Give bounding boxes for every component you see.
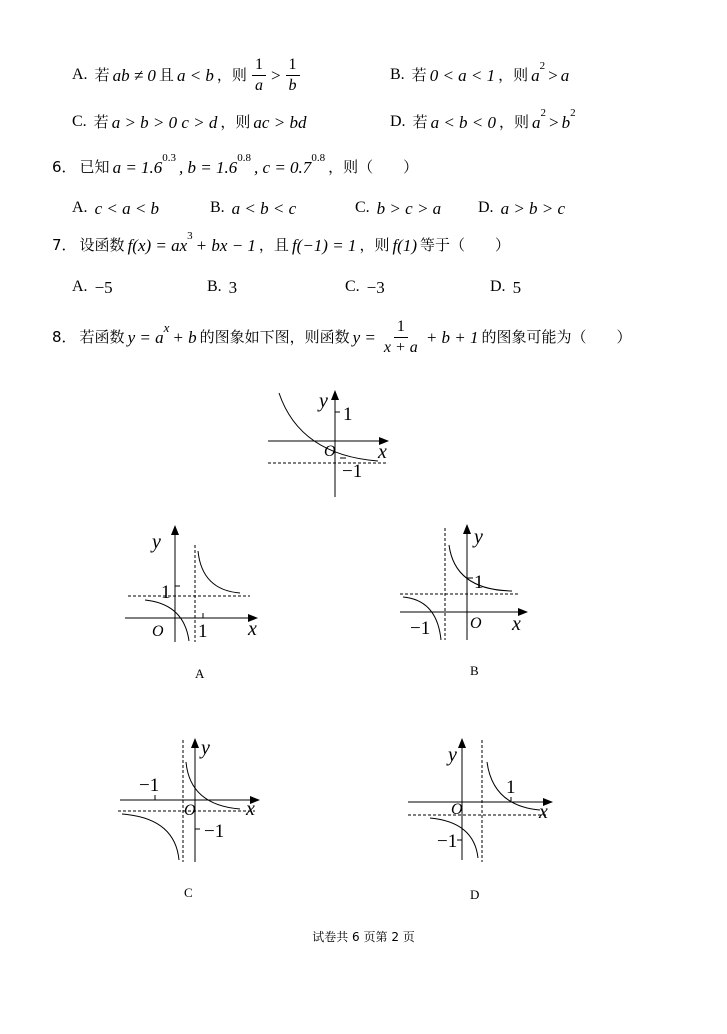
- question-text: ，且: [258, 235, 289, 254]
- tick-label-x: 1: [506, 777, 516, 798]
- math-expr: + bx − 1: [195, 235, 256, 255]
- curve-branch-right: [198, 551, 240, 593]
- option-label: A.: [72, 199, 88, 216]
- tick-label-x: 1: [198, 621, 208, 642]
- math-operator: >: [548, 65, 558, 85]
- option-expr: a < b < c: [231, 198, 297, 218]
- origin-label: O: [152, 623, 164, 640]
- option-label: C.: [355, 199, 370, 216]
- x-axis-label: x: [378, 441, 387, 463]
- option-text: 若: [94, 65, 110, 84]
- option-value: 3: [228, 277, 238, 297]
- question-text: 若函数: [79, 327, 125, 346]
- option-d-caption: D: [470, 887, 480, 902]
- origin-label: O: [324, 443, 336, 460]
- option-expr: b > c > a: [376, 198, 442, 218]
- option-label: C.: [72, 113, 87, 130]
- math-expr: a < b: [176, 65, 214, 85]
- math-base: a: [531, 65, 540, 85]
- option-label: C.: [345, 278, 360, 295]
- fraction-denominator: b: [288, 76, 297, 94]
- question-text: ，则: [359, 235, 390, 254]
- math-expr: + b + 1: [425, 327, 479, 347]
- math-exponent: 0.3: [162, 152, 177, 164]
- question-text: 设函数: [79, 235, 125, 254]
- option-value: −5: [94, 277, 113, 297]
- option-text: ，则: [499, 112, 530, 131]
- option-label: B.: [390, 66, 405, 83]
- y-axis-label: y: [474, 526, 483, 548]
- x-axis-label: x: [246, 798, 255, 820]
- option-label: B.: [207, 278, 222, 295]
- math-exponent: 3: [187, 230, 193, 242]
- math-expr: f(x) = ax: [127, 235, 188, 255]
- tick-label-positive: 1: [343, 404, 353, 425]
- math-base: a: [532, 112, 541, 132]
- tick-label-y: −1: [204, 821, 225, 842]
- y-axis-label: y: [201, 737, 210, 759]
- answer-blank: 等于（ ）: [420, 235, 511, 254]
- option-d-graph: [408, 739, 552, 862]
- option-c-graph: [118, 739, 259, 862]
- option-text: 且: [158, 65, 174, 84]
- math-exponent: 0.8: [311, 152, 326, 164]
- tick-label-x: −1: [410, 618, 431, 639]
- option-text: 若: [93, 112, 109, 131]
- fraction-numerator: 1: [252, 56, 266, 76]
- math-exponent: x: [163, 320, 170, 335]
- question-text: 已知: [79, 157, 110, 176]
- x-axis-label: x: [539, 801, 548, 823]
- math-exponent: 2: [540, 107, 547, 119]
- math-expr: a: [560, 65, 570, 85]
- math-expr: f(1): [392, 235, 417, 255]
- math-expr: ac > bd: [253, 112, 307, 132]
- option-c-caption: C: [184, 885, 193, 900]
- option-label: D.: [490, 278, 506, 295]
- option-label: D.: [390, 113, 406, 130]
- fraction-numerator: 1: [394, 318, 408, 338]
- tick-label-x: −1: [139, 775, 160, 796]
- y-axis-label: y: [152, 531, 161, 553]
- question-number: 7．: [52, 235, 77, 254]
- y-axis-label: y: [448, 744, 457, 766]
- option-text: ，则: [498, 65, 529, 84]
- math-base: b: [561, 112, 571, 132]
- question-text: 的图象如下图，则函数: [199, 327, 350, 346]
- math-expr: ab ≠ 0: [112, 65, 156, 85]
- math-expr: , c = 0.7: [254, 157, 312, 177]
- origin-label: O: [451, 801, 463, 818]
- option-value: −3: [366, 277, 385, 297]
- tick-label-y: −1: [437, 831, 458, 852]
- math-expr: 0 < a < 1: [429, 65, 496, 85]
- option-label: B.: [210, 199, 225, 216]
- math-operator: >: [549, 112, 559, 132]
- tick-label-negative: −1: [342, 461, 363, 482]
- fraction-denominator: a: [254, 76, 263, 94]
- option-b-caption: B: [470, 663, 479, 678]
- math-expr: a < b < 0: [430, 112, 497, 132]
- option-label: A.: [72, 278, 88, 295]
- math-exponent: 0.8: [237, 152, 252, 164]
- math-exponent: 2: [570, 107, 576, 119]
- curve-branch-left: [122, 814, 179, 860]
- question-number: 8．: [52, 327, 77, 346]
- option-label: A.: [72, 66, 88, 83]
- question-number: 6．: [52, 157, 77, 176]
- math-expr: f(−1) = 1: [291, 235, 357, 255]
- math-expr: + b: [172, 327, 197, 347]
- option-label: D.: [478, 199, 494, 216]
- option-expr: c < a < b: [94, 198, 160, 218]
- x-axis-label: x: [512, 613, 521, 635]
- math-expr: a > b > 0 c > d: [111, 112, 218, 132]
- origin-label: O: [184, 802, 196, 819]
- option-text: ，则: [220, 112, 251, 131]
- page-footer: 试卷共 6 页第 2 页: [312, 930, 415, 944]
- math-operator: >: [270, 65, 281, 85]
- x-axis-label: x: [248, 618, 257, 640]
- option-a-graph: [125, 526, 257, 642]
- answer-blank: ，则（ ）: [328, 157, 419, 176]
- y-axis-label: y: [319, 390, 328, 412]
- option-a-caption: A: [195, 666, 205, 681]
- option-value: 5: [512, 277, 522, 297]
- fraction-denominator: x + a: [383, 338, 418, 356]
- math-expr: y = a: [127, 327, 164, 347]
- answer-blank: 的图象可能为（ ）: [481, 327, 632, 346]
- tick-label-y: 1: [474, 572, 484, 593]
- option-text: 若: [412, 112, 428, 131]
- option-text: ，则: [216, 65, 247, 84]
- math-expr: a = 1.6: [112, 157, 163, 177]
- fraction-numerator: 1: [286, 56, 300, 76]
- math-expr: , b = 1.6: [179, 157, 238, 177]
- tick-label-y: 1: [161, 582, 171, 603]
- option-text: 若: [411, 65, 427, 84]
- math-exponent: 2: [539, 60, 546, 72]
- origin-label: O: [470, 615, 482, 632]
- math-expr: y =: [352, 327, 376, 347]
- option-expr: a > b > c: [500, 198, 566, 218]
